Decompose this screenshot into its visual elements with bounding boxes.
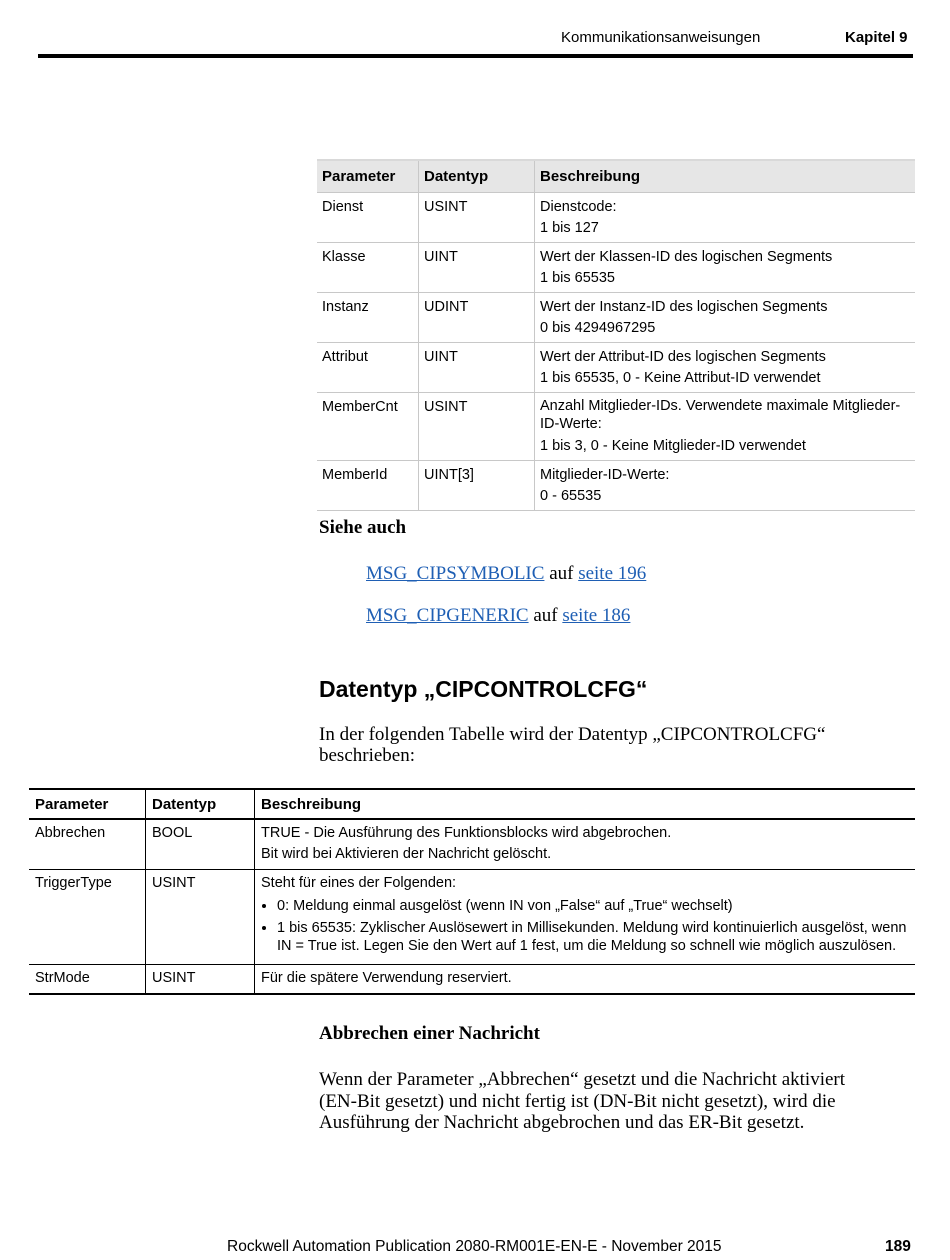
cell-datentyp: UDINT	[419, 293, 535, 343]
table-row	[317, 393, 915, 461]
table-header-row	[317, 160, 915, 193]
column-header-beschreibung: Beschreibung	[535, 160, 916, 193]
desc-line: 0 bis 4294967295	[540, 320, 656, 336]
subsection-paragraph: Wenn der Parameter „Abbrechen“ gesetzt und die Nachricht aktiviert (EN-Bit gesetzt) und nicht fertig ist (DN-Bit nicht gesetzt), wird die Ausführung der Nachricht abgebrochen und das ER-Bit gesetzt.	[319, 1069, 846, 1133]
cell-datentyp: USINT	[146, 870, 255, 965]
see-also-link-1	[366, 563, 646, 585]
desc-line: Wert der Attribut-ID des logischen Segments	[540, 349, 826, 365]
desc-line: Wert der Instanz-ID des logischen Segments	[540, 299, 828, 315]
link-msg-cipgeneric[interactable]: MSG_CIPGENERIC	[366, 605, 529, 626]
footer-publication: Rockwell Automation Publication 2080-RM001E-EN-E - November 2015	[227, 1238, 722, 1255]
table-row	[29, 870, 915, 965]
table-row	[317, 293, 915, 343]
cell-beschreibung	[255, 870, 916, 965]
cell-parameter: Dienst	[317, 193, 419, 243]
column-header-datentyp: Datentyp	[419, 160, 535, 193]
cell-beschreibung: Für die spätere Verwendung reserviert.	[255, 965, 916, 995]
link-page-186[interactable]: seite 186	[562, 605, 631, 626]
link-msg-cipsymbolic[interactable]: MSG_CIPSYMBOLIC	[366, 563, 545, 584]
desc-line: 0 - 65535	[540, 488, 602, 504]
header-rule	[38, 54, 913, 58]
desc-line: TRUE - Die Ausführung des Funktionsblocks wird abgebrochen.	[261, 825, 672, 841]
cell-datentyp: USINT	[419, 193, 535, 243]
column-header-beschreibung: Beschreibung	[255, 789, 916, 819]
cell-parameter: StrMode	[29, 965, 146, 995]
link-connector: auf	[549, 563, 574, 584]
link-page-196[interactable]: seite 196	[578, 563, 647, 584]
cell-datentyp: UINT	[419, 243, 535, 293]
cell-parameter: MemberId	[317, 461, 419, 511]
cell-beschreibung	[535, 243, 916, 293]
column-header-parameter: Parameter	[29, 789, 146, 819]
link-connector: auf	[533, 605, 558, 626]
running-header-chapter: Kapitel 9	[845, 29, 908, 46]
desc-line: Mitglieder-ID-Werte:	[540, 467, 670, 483]
cell-parameter: Klasse	[317, 243, 419, 293]
desc-line: Wert der Klassen-ID des logischen Segments	[540, 249, 833, 265]
desc-line: 1 bis 65535, 0 - Keine Attribut-ID verwendet	[540, 370, 821, 386]
cell-parameter: Instanz	[317, 293, 419, 343]
desc-line: Dienstcode:	[540, 199, 617, 215]
column-header-datentyp: Datentyp	[146, 789, 255, 819]
desc-line: 1 bis 127	[540, 220, 599, 236]
desc-line: 1 bis 3, 0 - Keine Mitglieder-ID verwendet	[540, 438, 806, 454]
table-row	[317, 461, 915, 511]
bullet-list	[261, 897, 909, 955]
section-heading: Datentyp „CIPCONTROLCFG“	[319, 676, 648, 702]
bullet-item: • 1 bis 65535: Zyklischer Auslösewert in Millisekunden. Meldung wird kontinuierlich ausgelöst, wenn IN = True ist. Legen Sie den Wert auf 1 fest, um die Meldung so schnell wie möglich auszulösen.	[277, 919, 909, 955]
table-row	[317, 343, 915, 393]
desc-line: Anzahl Mitglieder-IDs. Verwendete maximale Mitglieder-ID-Werte:	[540, 398, 901, 432]
cell-parameter: Attribut	[317, 343, 419, 393]
cell-parameter: TriggerType	[29, 870, 146, 965]
cell-datentyp: UINT[3]	[419, 461, 535, 511]
running-header-section: Kommunikationsanweisungen	[561, 29, 761, 46]
parameter-table-2	[29, 788, 915, 995]
parameter-table-1	[317, 159, 915, 511]
table-row	[29, 965, 915, 995]
cell-parameter: Abbrechen	[29, 819, 146, 870]
table-row	[317, 193, 915, 243]
see-also-link-2	[366, 605, 630, 627]
desc-line: 1 bis 65535	[540, 270, 615, 286]
cell-datentyp: USINT	[419, 393, 535, 461]
cell-beschreibung	[255, 819, 916, 870]
page-number: 189	[885, 1238, 911, 1255]
column-header-parameter: Parameter	[317, 160, 419, 193]
cell-datentyp: BOOL	[146, 819, 255, 870]
cell-datentyp: UINT	[419, 343, 535, 393]
table-row	[29, 819, 915, 870]
see-also-heading: Siehe auch	[319, 517, 407, 538]
desc-line: Bit wird bei Aktivieren der Nachricht gelöscht.	[261, 846, 552, 862]
cell-beschreibung	[535, 461, 916, 511]
cell-beschreibung	[535, 393, 916, 461]
bullet-item: • 0: Meldung einmal ausgelöst (wenn IN von „False“ auf „True“ wechselt)	[277, 897, 909, 915]
desc-line: Steht für eines der Folgenden:	[261, 875, 457, 891]
cell-parameter: MemberCnt	[317, 393, 419, 461]
subsection-heading: Abbrechen einer Nachricht	[319, 1023, 540, 1044]
cell-beschreibung	[535, 193, 916, 243]
section-intro: In der folgenden Tabelle wird der Datentyp „CIPCONTROLCFG“ beschrieben:	[319, 724, 826, 766]
cell-beschreibung	[535, 343, 916, 393]
table-header-row	[29, 789, 915, 819]
cell-beschreibung	[535, 293, 916, 343]
cell-datentyp: USINT	[146, 965, 255, 995]
table-row	[317, 243, 915, 293]
